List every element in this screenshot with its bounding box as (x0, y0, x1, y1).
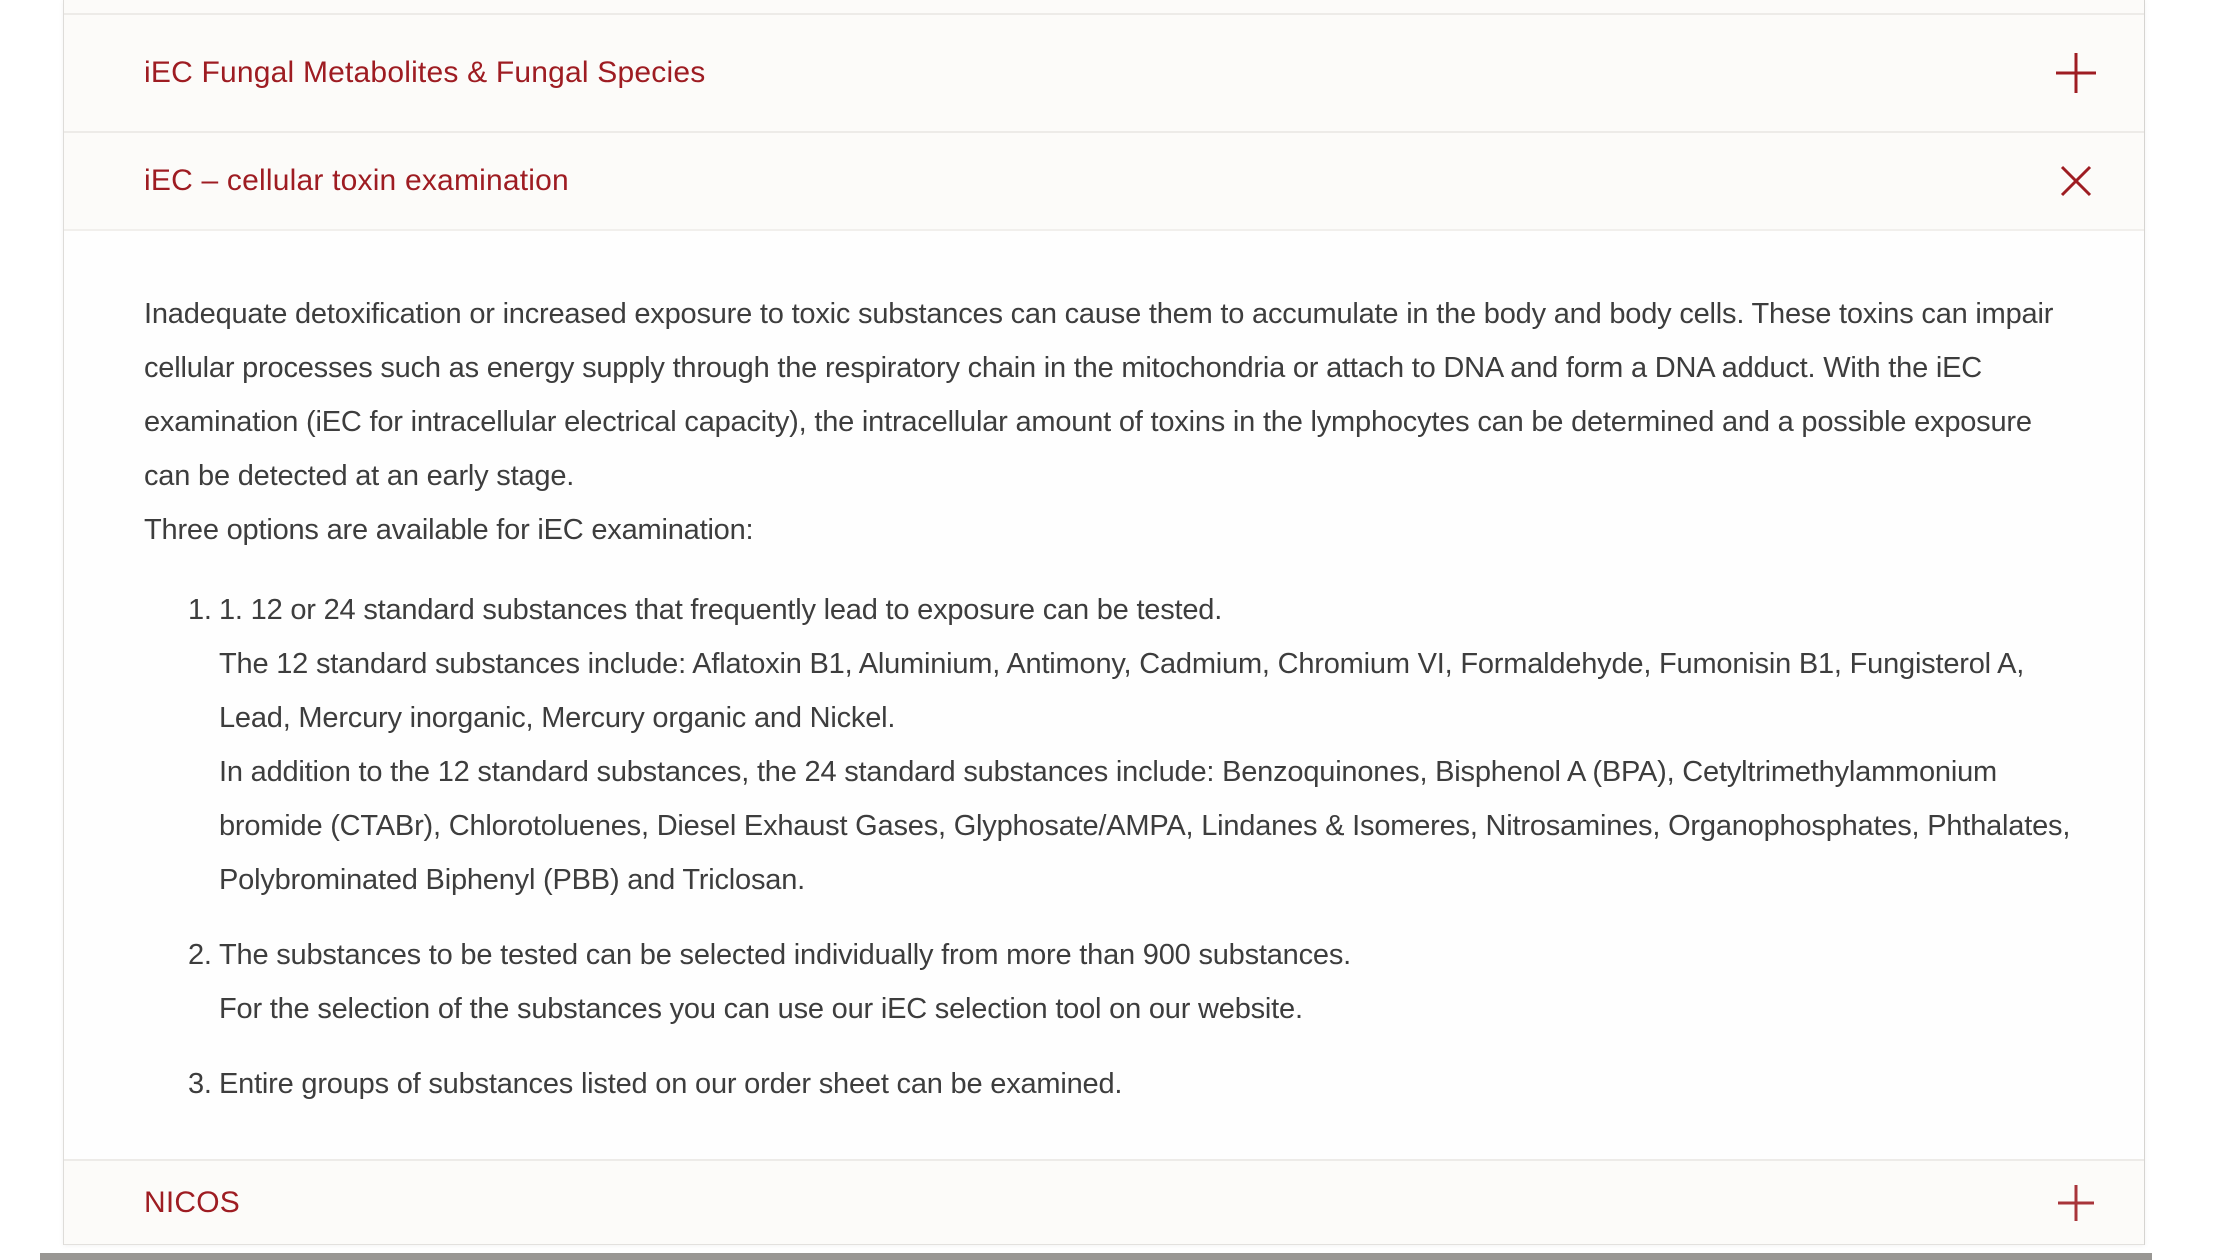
panel-intro-paragraph (144, 287, 2082, 557)
plus-icon[interactable] (2046, 50, 2106, 96)
next-section-top-edge (40, 1253, 2152, 1260)
accordion-title: iEC Fungal Metabolites & Fungal Species (144, 56, 706, 89)
list-marker: 3. (188, 1068, 212, 1100)
accordion-title: iEC – cellular toxin examination (144, 164, 569, 197)
list-item-line: The substances to be tested can be selected individually from more than 900 substances. (219, 939, 1351, 971)
accordion-title: NICOS (144, 1185, 241, 1219)
accordion-header-fungal-metabolites[interactable] (64, 15, 2144, 133)
list-item-line: The 12 standard substances include: Aflatoxin B1, Aluminium, Antimony, Cadmium, Chromium VI, Formaldehyde, Fumonisin B1, Fungisterol A, Lead, Mercury inorganic, Mercury organic and Nickel. (219, 648, 2025, 734)
list-item (144, 928, 2082, 1036)
accordion-panel-cellular-toxin (64, 231, 2144, 1159)
accordion (63, 0, 2145, 1245)
list-item-line: Entire groups of substances listed on our order sheet can be examined. (219, 1068, 1123, 1100)
options-list (144, 583, 2082, 1111)
list-marker: 2. (188, 939, 212, 971)
list-item-line: For the selection of the substances you can use our iEC selection tool on our website. (219, 993, 1303, 1025)
options-intro-line: Three options are available for iEC examination: (144, 514, 754, 546)
list-marker: 1. (188, 594, 212, 626)
list-item-line: 1. 12 or 24 standard substances that frequently lead to exposure can be tested. (219, 594, 1223, 626)
plus-icon[interactable] (2046, 1182, 2106, 1224)
paragraph-text: Inadequate detoxification or increased exposure to toxic substances can cause them to accumulate in the body and body cells. These toxins can impair cellular processes such as energy supply through the respiratory chain in the mitochondria or attach to DNA and form a DNA adduct. With the iEC examination (iEC for intracellular electrical capacity), the intracellular amount of toxins in the lymphocytes can be determined and a possible exposure can be detected at an early stage. (144, 298, 2054, 492)
list-item (144, 1057, 2082, 1111)
previous-accordion-item-edge (64, 0, 2144, 15)
accordion-header-nicos[interactable] (64, 1159, 2144, 1245)
accordion-header-cellular-toxin[interactable] (64, 133, 2144, 231)
list-item-line: In addition to the 12 standard substances, the 24 standard substances include: Benzoquinones, Bisphenol A (BPA), Cetyltrimethylammonium bromide (CTABr), Chlorotoluenes, Diesel Exhaust Gases, Glyphosate/AMPA, Lindanes & Isomeres, Nitrosamines, Organophosphates, Phthalates, Polybrominated Biphenyl (PBB) and Triclosan. (219, 756, 2071, 896)
close-icon[interactable] (2046, 162, 2106, 200)
list-item (144, 583, 2082, 907)
